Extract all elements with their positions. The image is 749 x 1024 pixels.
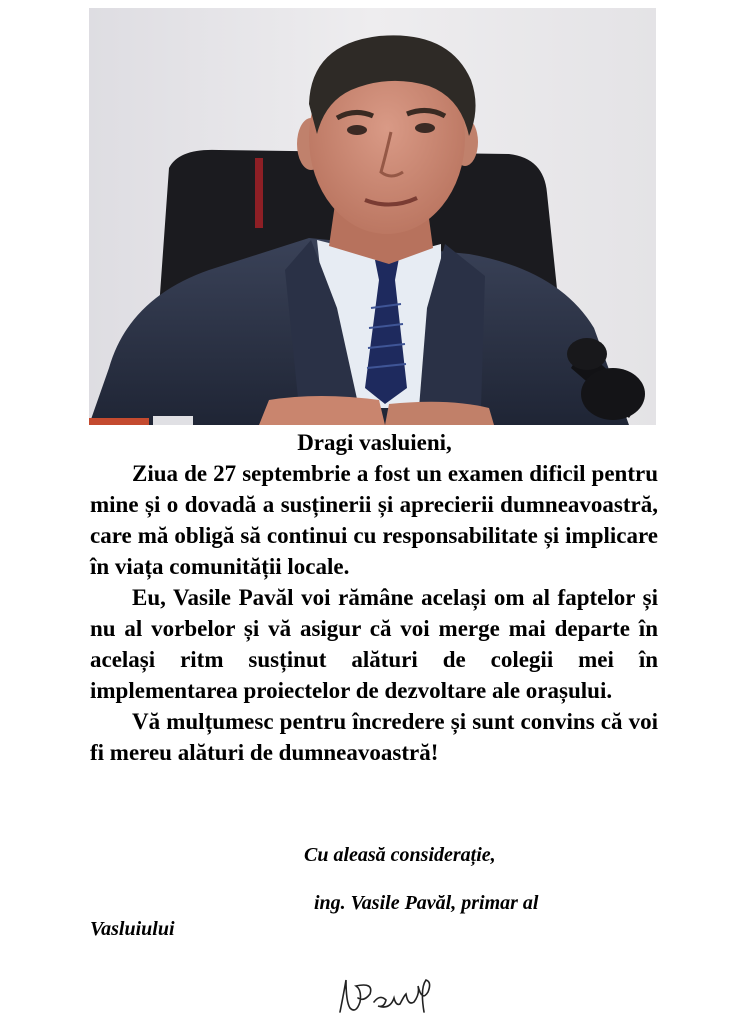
letter-greeting: Dragi vasluieni,	[297, 430, 452, 455]
letter-paragraph: Ziua de 27 septembrie a fost un examen dificil pentru mine și o dovadă a susținerii și aprecierii dumneavoastră, care mă obligă să continui cu responsabilitate și implicare în viața comunității locale.	[90, 461, 658, 579]
portrait-illustration	[89, 8, 656, 425]
signer-line: ing. Vasile Pavăl, primar al	[314, 892, 539, 914]
letter-body	[90, 458, 658, 768]
signer-line-continued: Vasluiului	[90, 918, 175, 940]
signature-graphic	[334, 972, 438, 1018]
letter-paragraph: Vă mulțumesc pentru încredere și sunt convins că voi fi mereu alături de dumneavoastră!	[90, 709, 658, 765]
portrait-photo	[89, 8, 656, 425]
desk-item	[89, 418, 149, 425]
letter-closing: Cu aleasă considerație,	[304, 844, 496, 866]
handwritten-signature	[334, 972, 438, 1018]
chair-red-trim	[255, 158, 263, 228]
letter-paragraph: Eu, Vasile Pavăl voi rămâne același om al faptelor și nu al vorbelor și vă asigur că voi merge mai departe în același ritm susținut alături de colegii mei în implementarea proiectelor de dezvoltare ale orașului.	[90, 585, 658, 703]
hand-left	[259, 396, 385, 425]
